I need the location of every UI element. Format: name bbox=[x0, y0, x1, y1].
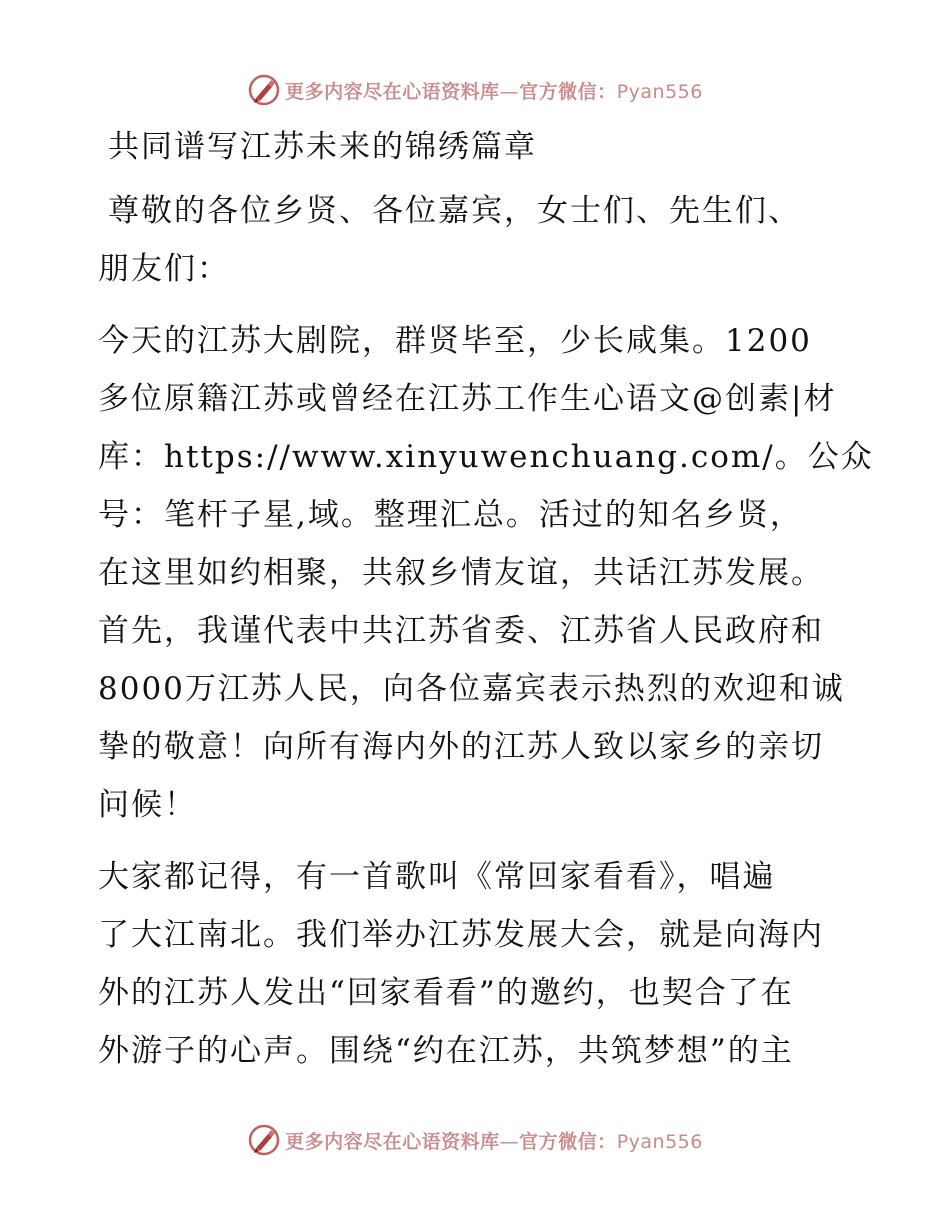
salutation-line-2: 朋友们： bbox=[98, 251, 230, 287]
watermark-text: 更多内容尽在心语资料库—官方微信：Pyan556 bbox=[285, 1130, 703, 1153]
paragraph-line: 在这里如约相聚，共叙乡情友谊，共话江苏发展。 bbox=[98, 555, 824, 591]
salutation-paragraph bbox=[98, 182, 858, 298]
paragraph-line: 号：笔杆子星,域。整理汇总。活过的知名乡贤， bbox=[98, 497, 803, 533]
paragraph-line: 外游子的心声。围绕“约在江苏，共筑梦想”的主 bbox=[98, 1033, 794, 1069]
paragraph-line: 今天的江苏大剧院，群贤毕至，少长咸集。1200 bbox=[98, 323, 812, 359]
document-body bbox=[98, 118, 874, 1094]
paragraph-line: 大家都记得，有一首歌叫《常回家看看》，唱遍 bbox=[98, 859, 776, 895]
document-title: 共同谱写江苏未来的锦绣篇章 bbox=[108, 129, 537, 165]
watermark-text: 更多内容尽在心语资料库—官方微信：Pyan556 bbox=[285, 80, 703, 103]
pen-logo-icon bbox=[247, 1123, 281, 1157]
paragraph-line: 挚的敬意！向所有海内外的江苏人致以家乡的亲切 bbox=[98, 729, 824, 765]
paragraph-homecoming bbox=[98, 848, 858, 1080]
watermark-banner-bottom bbox=[0, 1120, 950, 1160]
paragraph-line: 8000万江苏人民，向各位嘉宾表示热烈的欢迎和诚 bbox=[98, 671, 845, 707]
paragraph-line: 多位原籍江苏或曾经在江苏工作生心语文@创素|材 bbox=[98, 381, 837, 417]
paragraph-line: 外的江苏人发出“回家看看”的邀约，也契合了在 bbox=[98, 975, 794, 1011]
paragraph-welcome bbox=[98, 312, 874, 834]
paragraph-line: 库：https://www.xinyuwenchuang.com/。公众 bbox=[98, 439, 874, 475]
watermark-banner-top bbox=[0, 70, 950, 110]
paragraph-line: 了大江南北。我们举办江苏发展大会，就是向海内 bbox=[98, 917, 824, 953]
paragraph-line: 首先，我谨代表中共江苏省委、江苏省人民政府和 bbox=[98, 613, 824, 649]
salutation-line-1: 尊敬的各位乡贤、各位嘉宾，女士们、先生们、 bbox=[108, 193, 801, 229]
paragraph-line: 问候！ bbox=[98, 787, 197, 823]
pen-logo-icon bbox=[247, 73, 281, 107]
